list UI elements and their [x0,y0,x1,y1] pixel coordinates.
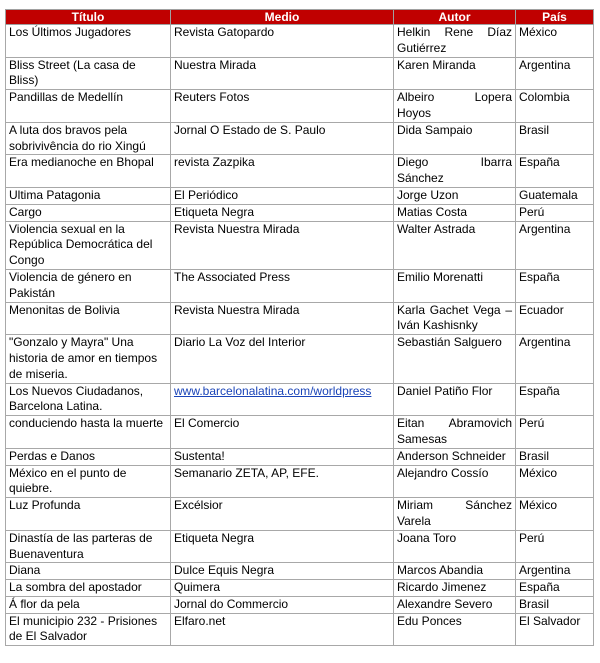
cell-pais: Perú [516,416,594,449]
cell-pais: México [516,25,594,58]
cell-autor: Karen Miranda [394,57,516,90]
table-row [6,530,594,563]
table-row [6,613,594,646]
table-row [6,465,594,498]
cell-pais: Brasil [516,122,594,155]
cell-titulo: Pandillas de Medellín [6,90,171,123]
header-medio: Medio [171,10,394,25]
cell-medio: revista Zazpika [171,155,394,188]
table-row [6,302,594,335]
cell-pais: España [516,155,594,188]
cell-pais: El Salvador [516,613,594,646]
header-row [6,10,594,25]
cell-autor: Anderson Schneider [394,448,516,465]
medio-link[interactable]: www.barcelonalatina.com/worldpress [174,383,372,398]
cell-titulo: La sombra del apostador [6,580,171,597]
cell-pais: Colombia [516,90,594,123]
cell-titulo: Los Nuevos Ciudadanos, Barcelona Latina. [6,383,171,416]
header-titulo: Título [6,10,171,25]
cell-medio: El Comercio [171,416,394,449]
cell-autor: Alexandre Severo [394,596,516,613]
table-row [6,416,594,449]
cell-pais: Brasil [516,448,594,465]
awards-table [5,9,594,646]
cell-pais: México [516,498,594,531]
table-row [6,155,594,188]
table-body [6,25,594,646]
cell-autor: Joana Toro [394,530,516,563]
cell-pais: Brasil [516,596,594,613]
cell-pais: España [516,269,594,302]
table-row [6,383,594,416]
cell-medio: Excélsior [171,498,394,531]
cell-pais: Argentina [516,57,594,90]
cell-autor: Walter Astrada [394,221,516,269]
cell-titulo: Dinastía de las parteras de Buenaventura [6,530,171,563]
cell-titulo: Diana [6,563,171,580]
cell-medio: Semanario ZETA, AP, EFE. [171,465,394,498]
cell-autor: Dida Sampaio [394,122,516,155]
cell-pais: Argentina [516,335,594,383]
cell-medio: Elfaro.net [171,613,394,646]
cell-medio: The Associated Press [171,269,394,302]
table-header [6,10,594,25]
cell-titulo: Perdas e Danos [6,448,171,465]
cell-pais: España [516,580,594,597]
cell-titulo: "Gonzalo y Mayra" Una historia de amor en tiempos de miseria. [6,335,171,383]
cell-titulo: Á flor da pela [6,596,171,613]
cell-pais: Argentina [516,221,594,269]
header-pais: País [516,10,594,25]
table-row [6,335,594,383]
cell-autor: Matias Costa [394,204,516,221]
cell-medio: Quimera [171,580,394,597]
cell-titulo: Ultima Patagonia [6,187,171,204]
cell-autor: Daniel Patiño Flor [394,383,516,416]
cell-pais: Ecuador [516,302,594,335]
cell-medio: El Periódico [171,187,394,204]
cell-medio: Revista Nuestra Mirada [171,221,394,269]
cell-pais: Perú [516,530,594,563]
cell-titulo: Luz Profunda [6,498,171,531]
cell-medio: Etiqueta Negra [171,204,394,221]
table-row [6,498,594,531]
cell-medio: Nuestra Mirada [171,57,394,90]
header-autor: Autor [394,10,516,25]
table-row [6,596,594,613]
cell-autor: Albeiro Lopera Hoyos [394,90,516,123]
cell-autor: Ricardo Jimenez [394,580,516,597]
cell-pais: España [516,383,594,416]
cell-autor: Edu Ponces [394,613,516,646]
cell-medio [171,383,394,416]
cell-autor: Alejandro Cossío [394,465,516,498]
table-row [6,90,594,123]
cell-titulo: conduciendo hasta la muerte [6,416,171,449]
cell-autor: Diego Ibarra Sánchez [394,155,516,188]
table-row [6,122,594,155]
cell-medio: Sustenta! [171,448,394,465]
awards-table-container [5,9,593,646]
cell-medio: Revista Nuestra Mirada [171,302,394,335]
cell-autor: Karla Gachet Vega – Iván Kashisnky [394,302,516,335]
cell-pais: México [516,465,594,498]
table-row [6,448,594,465]
table-row [6,580,594,597]
table-row [6,269,594,302]
cell-medio: Jornal O Estado de S. Paulo [171,122,394,155]
cell-titulo: Menonitas de Bolivia [6,302,171,335]
table-row [6,187,594,204]
cell-medio: Dulce Equis Negra [171,563,394,580]
cell-titulo: Cargo [6,204,171,221]
cell-medio: Reuters Fotos [171,90,394,123]
cell-autor: Sebastián Salguero [394,335,516,383]
cell-autor: Marcos Abandia [394,563,516,580]
cell-autor: Jorge Uzon [394,187,516,204]
cell-titulo: Violencia de género en Pakistán [6,269,171,302]
cell-titulo: Violencia sexual en la República Democrática del Congo [6,221,171,269]
cell-medio: Diario La Voz del Interior [171,335,394,383]
cell-medio: Etiqueta Negra [171,530,394,563]
cell-autor: Helkin Rene Díaz Gutiérrez [394,25,516,58]
table-row [6,221,594,269]
cell-pais: Argentina [516,563,594,580]
cell-titulo: A luta dos bravos pela sobrivivência do rio Xingú [6,122,171,155]
cell-autor: Miriam Sánchez Varela [394,498,516,531]
cell-pais: Perú [516,204,594,221]
cell-autor: Emilio Morenatti [394,269,516,302]
cell-titulo: Los Últimos Jugadores [6,25,171,58]
cell-medio: Revista Gatopardo [171,25,394,58]
cell-titulo: El municipio 232 - Prisiones de El Salvador [6,613,171,646]
table-row [6,204,594,221]
table-row [6,563,594,580]
table-row [6,57,594,90]
cell-titulo: México en el punto de quiebre. [6,465,171,498]
cell-titulo: Bliss Street (La casa de Bliss) [6,57,171,90]
table-row [6,25,594,58]
cell-medio: Jornal do Commercio [171,596,394,613]
cell-pais: Guatemala [516,187,594,204]
cell-titulo: Era medianoche en Bhopal [6,155,171,188]
cell-autor: Eitan Abramovich Samesas [394,416,516,449]
